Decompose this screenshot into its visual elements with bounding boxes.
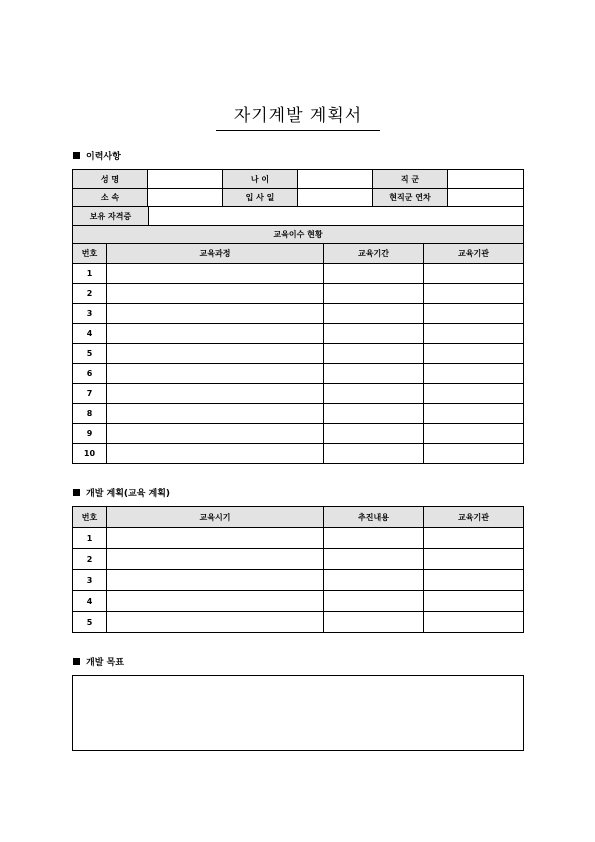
job-group-label: 직 군	[373, 170, 448, 189]
department-label: 소 속	[73, 189, 148, 207]
training-row-number: 9	[73, 424, 107, 444]
plan-row	[73, 528, 524, 549]
bullet-square-icon	[73, 489, 80, 496]
training-course-cell[interactable]	[107, 304, 324, 324]
name-label: 성 명	[73, 170, 148, 189]
plan-header-number: 번호	[73, 507, 107, 528]
plan-institution-cell[interactable]	[424, 570, 524, 591]
training-row-number: 6	[73, 364, 107, 384]
bullet-square-icon	[73, 152, 80, 159]
plan-content-cell[interactable]	[324, 549, 424, 570]
plan-row-number: 1	[73, 528, 107, 549]
training-status-title: 교육이수 현황	[73, 226, 524, 244]
profile-section-heading	[73, 151, 121, 163]
training-institution-cell[interactable]	[424, 424, 524, 444]
goal-section-heading	[73, 657, 124, 669]
document-title: 자기계발 계획서	[216, 104, 380, 131]
age-label: 나 이	[223, 170, 298, 189]
training-period-cell[interactable]	[324, 424, 424, 444]
plan-content-cell[interactable]	[324, 570, 424, 591]
plan-row-number: 3	[73, 570, 107, 591]
training-row-number: 7	[73, 384, 107, 404]
plan-header-content: 추진내용	[324, 507, 424, 528]
training-institution-cell[interactable]	[424, 264, 524, 284]
plan-timing-cell[interactable]	[107, 549, 324, 570]
plan-content-cell[interactable]	[324, 591, 424, 612]
training-course-cell[interactable]	[107, 284, 324, 304]
plan-institution-cell[interactable]	[424, 591, 524, 612]
years-in-group-value-cell[interactable]	[448, 189, 524, 207]
training-row	[73, 404, 524, 424]
plan-institution-cell[interactable]	[424, 612, 524, 633]
training-course-cell[interactable]	[107, 364, 324, 384]
training-period-cell[interactable]	[324, 324, 424, 344]
years-in-group-label: 현직군 연차	[373, 189, 448, 207]
training-row	[73, 424, 524, 444]
training-row	[73, 284, 524, 304]
hire-date-label: 입 사 일	[223, 189, 298, 207]
training-header-number: 번호	[73, 244, 107, 264]
plan-row-number: 4	[73, 591, 107, 612]
plan-content-cell[interactable]	[324, 612, 424, 633]
training-period-cell[interactable]	[324, 284, 424, 304]
plan-row	[73, 570, 524, 591]
training-period-cell[interactable]	[324, 384, 424, 404]
plan-row-number: 2	[73, 549, 107, 570]
training-course-cell[interactable]	[107, 444, 324, 464]
bullet-square-icon	[73, 658, 80, 665]
plan-row	[73, 612, 524, 633]
training-row	[73, 384, 524, 404]
goal-section-heading-text: 개발 목표	[86, 658, 124, 668]
training-row	[73, 304, 524, 324]
training-institution-cell[interactable]	[424, 284, 524, 304]
training-course-cell[interactable]	[107, 424, 324, 444]
development-goal-box[interactable]	[72, 675, 524, 751]
training-row-number: 4	[73, 324, 107, 344]
training-row-number: 10	[73, 444, 107, 464]
department-value-cell[interactable]	[148, 189, 223, 207]
training-row	[73, 344, 524, 364]
plan-section-heading	[73, 488, 170, 500]
training-row	[73, 364, 524, 384]
training-course-cell[interactable]	[107, 324, 324, 344]
training-course-cell[interactable]	[107, 404, 324, 424]
plan-timing-cell[interactable]	[107, 528, 324, 549]
training-course-cell[interactable]	[107, 384, 324, 404]
training-row-number: 1	[73, 264, 107, 284]
training-period-cell[interactable]	[324, 344, 424, 364]
training-period-cell[interactable]	[324, 444, 424, 464]
training-row	[73, 264, 524, 284]
training-row-number: 5	[73, 344, 107, 364]
plan-institution-cell[interactable]	[424, 549, 524, 570]
training-course-cell[interactable]	[107, 344, 324, 364]
job-group-value-cell[interactable]	[448, 170, 524, 189]
certificates-label: 보유 자격증	[73, 207, 149, 226]
training-table	[72, 206, 524, 464]
plan-content-cell[interactable]	[324, 528, 424, 549]
profile-section-heading-text: 이력사항	[86, 152, 121, 162]
name-value-cell[interactable]	[148, 170, 223, 189]
age-value-cell[interactable]	[298, 170, 373, 189]
plan-section-heading-text: 개발 계획(교육 계획)	[86, 489, 171, 499]
certificates-value-cell[interactable]	[149, 207, 524, 226]
training-row-number: 3	[73, 304, 107, 324]
plan-table	[72, 506, 524, 633]
training-period-cell[interactable]	[324, 264, 424, 284]
training-institution-cell[interactable]	[424, 324, 524, 344]
plan-row	[73, 549, 524, 570]
profile-table	[72, 169, 524, 207]
training-row	[73, 324, 524, 344]
training-row	[73, 444, 524, 464]
training-header-institution: 교육기관	[424, 244, 524, 264]
plan-timing-cell[interactable]	[107, 570, 324, 591]
plan-row	[73, 591, 524, 612]
plan-timing-cell[interactable]	[107, 591, 324, 612]
training-institution-cell[interactable]	[424, 304, 524, 324]
training-row-number: 2	[73, 284, 107, 304]
plan-header-timing: 교육시기	[107, 507, 324, 528]
training-period-cell[interactable]	[324, 364, 424, 384]
training-period-cell[interactable]	[324, 404, 424, 424]
hire-date-value-cell[interactable]	[298, 189, 373, 207]
training-institution-cell[interactable]	[424, 384, 524, 404]
training-header-course: 교육과정	[107, 244, 324, 264]
plan-row-number: 5	[73, 612, 107, 633]
plan-timing-cell[interactable]	[107, 612, 324, 633]
training-header-period: 교육기간	[324, 244, 424, 264]
training-institution-cell[interactable]	[424, 344, 524, 364]
training-period-cell[interactable]	[324, 304, 424, 324]
training-row-number: 8	[73, 404, 107, 424]
training-course-cell[interactable]	[107, 264, 324, 284]
training-institution-cell[interactable]	[424, 364, 524, 384]
plan-institution-cell[interactable]	[424, 528, 524, 549]
training-institution-cell[interactable]	[424, 444, 524, 464]
training-institution-cell[interactable]	[424, 404, 524, 424]
plan-header-institution: 교육기관	[424, 507, 524, 528]
